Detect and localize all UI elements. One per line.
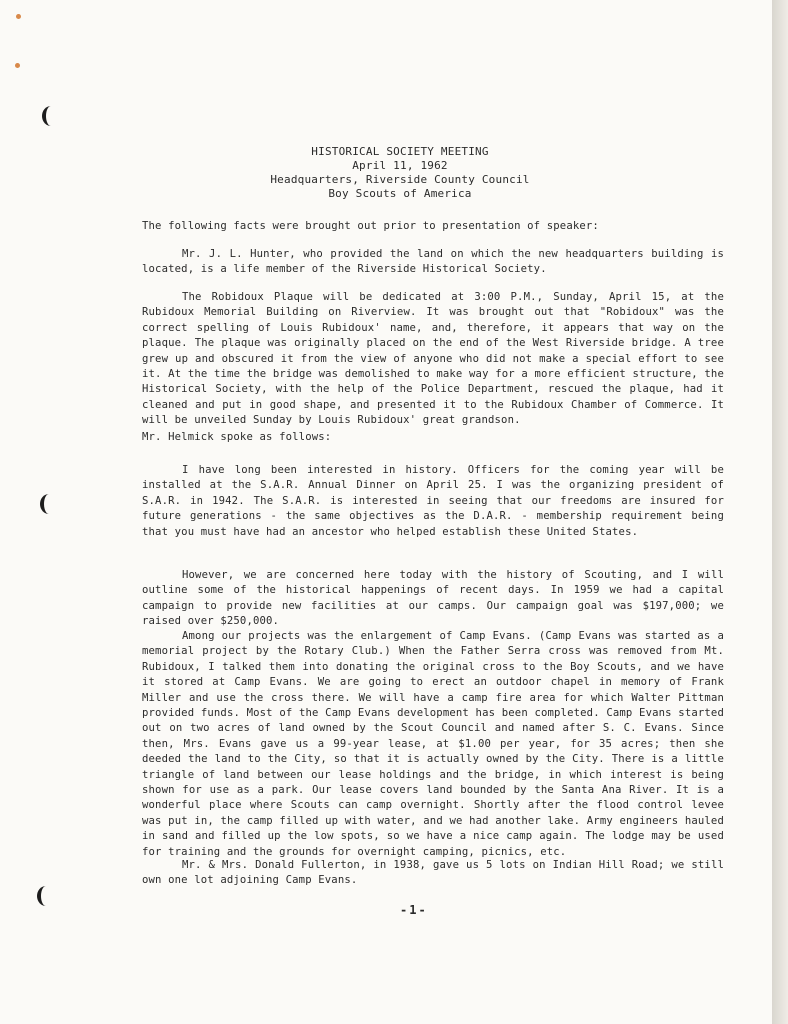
page-number: -1- [400,903,428,917]
stain-mark [15,63,20,68]
punch-hole-mark [40,494,58,514]
heading-date: April 11, 1962 [352,159,448,172]
punch-hole-mark [42,106,60,126]
stain-mark [16,14,21,19]
fullerton-paragraph: Mr. & Mrs. Donald Fullerton, in 1938, gave us 5 lots on Indian Hill Road; we still own one lot adjoining Camp Evans. [142,859,724,887]
helmick-intro-paragraph: Mr. Helmick spoke as follows: [142,431,332,443]
punch-hole-mark [37,886,55,906]
heading-location: Headquarters, Riverside County Council [270,173,530,186]
intro-paragraph: The following facts were brought out prior to presentation of speaker: [142,220,599,232]
scouting-paragraph: However, we are concerned here today with the history of Scouting, and I will outline some of the historical happenings of recent days. In 1959 we had a capital campaign to provide new facilities at our camps. Our campaign goal was $197,000; we raised over $250,000. [142,569,724,628]
sar-paragraph: I have long been interested in history. Officers for the coming year will be installed at the S.A.R. Annual Dinner on April 25. I was the organizing president of S.A.R. in 1942. The S.A.R. is interested in seeing that our freedoms are insured for future generations - the same objectives as the D.A.R. - membership requirement being that you must have had an ancestor who helped establish these United States. [142,464,724,538]
hunter-paragraph: Mr. J. L. Hunter, who provided the land on which the new headquarters building is located, is a life member of the Riverside Historical Society. [142,248,724,276]
heading-meeting-title: HISTORICAL SOCIETY MEETING [311,145,489,158]
camp-evans-paragraph: Among our projects was the enlargement of Camp Evans. (Camp Evans was started as a memorial project by the Rotary Club.) When the Father Serra cross was removed from Mt. Rubidoux, I talked them into donating the original cross to the Boy Scouts, and we have it stored at Camp Evans. We are going to erect an outdoor chapel in memory of Frank Miller and use the cross there. We will have a camp fire area for which Walter Pittman provided funds. Most of the Camp Evans development has been completed. Camp Evans started out on two acres of land owned by the Scout Council and named after S. C. Evans. Since then, Mrs. Evans gave us a 99-year lease, at $1.00 per year, for 35 acres; then she deeded the land to the City, so that it is actually owned by the City. There is a little triangle of land between our lease holdings and the bridge, in which interest is being shown for use as a park. Our lease covers land bounded by the Santa Ana River. It is a wonderful place where Scouts can camp overnight. Shortly after the flood control levee was put in, the camp filled up with water, and we had another lake. Army engineers hauled in sand and filled up the low spots, so we have a nice camp again. The lodge may be used for training and the grounds for overnight camping, picnics, etc. [142,630,724,858]
heading-organization: Boy Scouts of America [328,187,472,200]
page-edge [772,0,788,1024]
plaque-paragraph: The Robidoux Plaque will be dedicated at 3:00 P.M., Sunday, April 15, at the Rubidoux Memorial Building on Riverview. It was brought out that "Robidoux" was the correct spelling of Louis Rubidoux' name, and, therefore, it appears that way on the plaque. The plaque was originally placed on the end of the West Riverside bridge. A tree grew up and obscured it from the view of anyone who did not make a special effort to see it. At the time the bridge was demolished to make way for a more efficient structure, the Historical Society, with the help of the Police Department, rescued the plaque, had it cleaned and put in good shape, and presented it to the Rubidoux Chamber of Commerce. It will be unveiled Sunday by Louis Rubidoux' great grandson. [142,291,724,427]
